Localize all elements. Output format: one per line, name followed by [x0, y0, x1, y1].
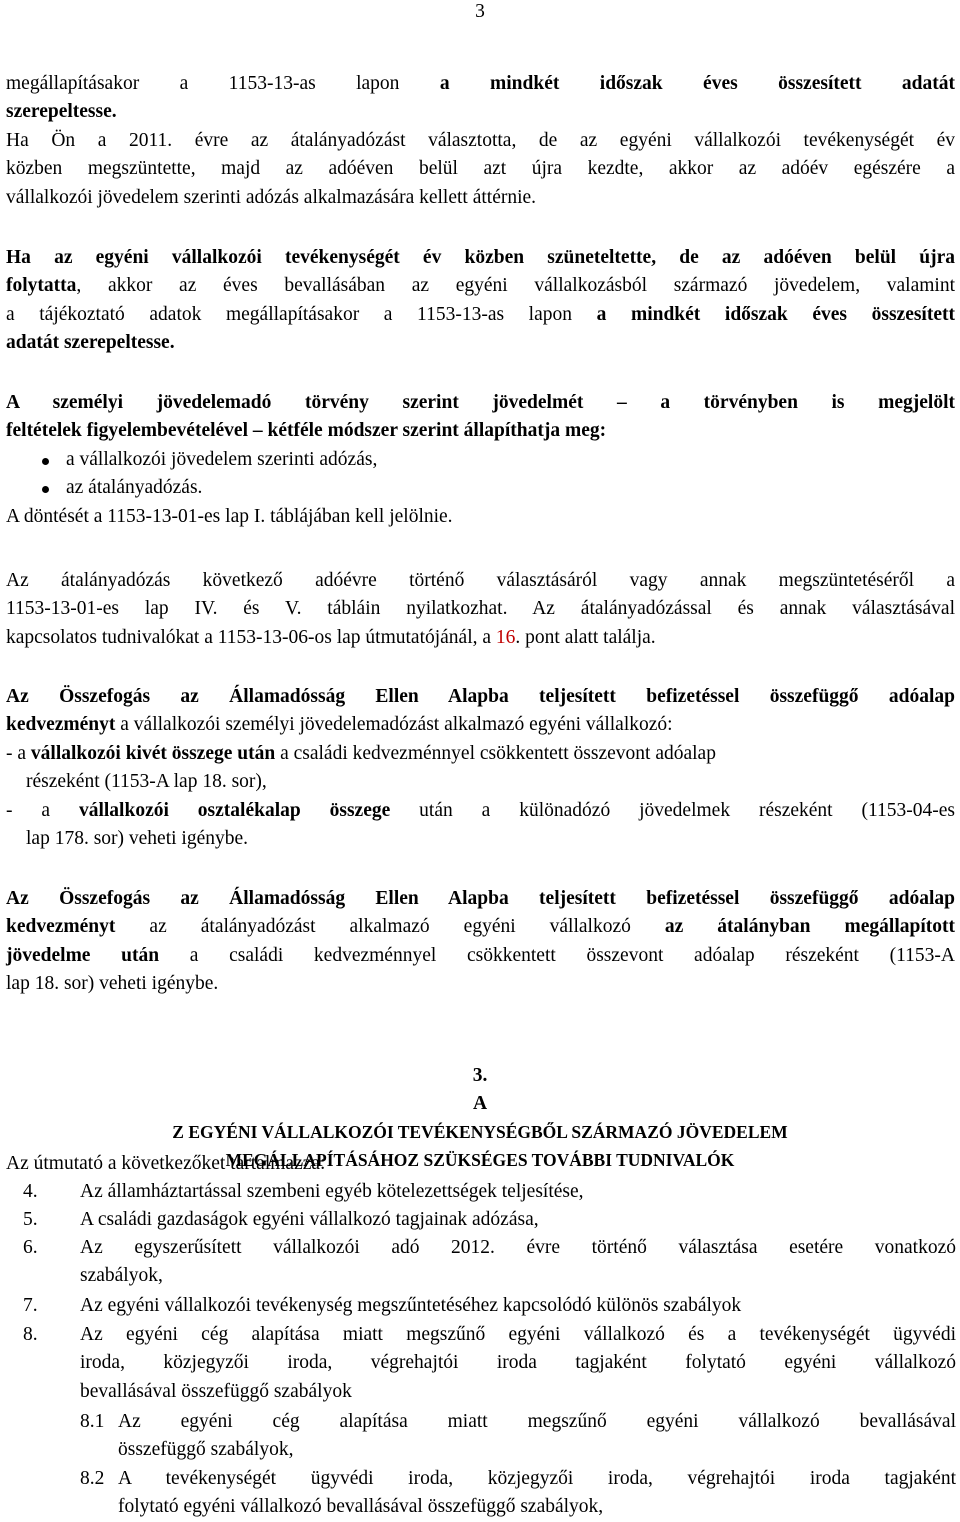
contents-intro: Az útmutató a következőket tartalmazza: — [6, 1153, 326, 1174]
page-number: 3 — [475, 1, 485, 22]
section-heading: 3. A Z EGYÉNI VÁLLALKOZÓI TEVÉKENYSÉGBŐL SZÁRMAZÓ JÖVEDELEM MEGÁLLAPÍTÁSÁHOZ SZÜKSÉGES TOVÁBBI TUDNIVALÓK — [172, 1065, 788, 1170]
document-page: 3 megállapításakor a 1153-13-as lapon a mindkét időszak éves összesített adatát szerepeltesse. Ha Ön a 2011. évre az átalányadózást választotta, de az egyéni vállalkozói tevékenységét év közben megszüntette, majd az adóéven belül azt újra kezdte, akkor az adóév egészére a vállalkozói jövedelem szerinti adózás alkalmazására kellett áttérnie. Ha az egyéni vállalkozói tevékenységét év közben szüneteltette, de az adóéven belül újra folytatta, akkor az éves bevallásában az egyéni vállalkozásból származó jövedelem, valamint a tájékoztató adatok megállapításakor a 1153-13-as lapon a mindkét időszak éves összesített adatát szerepeltesse. A személyi jövedelemadó törvény szerint jövedelmét – a törvényben is megjelölt feltételek figyelembevételével – kétféle módszer szerint állapíthatja meg: a vállalkozói jövedelem szerinti adózás, az átalányadózás. A döntését a 1153-13-01-es lap I. táblájában kell jelölnie. Az átalányadózás következő adóévre történő választásáról vagy annak megszüntetéséről a 1153-13-01-es lap IV. és V. tábláin nyilatkozhat. Az átalányadózással és annak választásával kapcsolatos tudnivalókat a 1153-13-06-os lap útmutatójánál, a 16. pont alatt találja. Az Összefogás az Államadósság Ellen Alapba teljesített befizetéssel összefüggő adóalap kedvezményt a vállalkozói személyi jövedelemadózást alkalmazó egyéni vállalkozó: - a vállalkozói kivét összege után a családi kedvezménnyel csökkentett összevont adóalap részeként (1153-A lap 18. sor), - a vállalkozói osztalékalap összege után a különadózó jövedelmek részeként (1153-04-es lap 178. sor) veheti igénybe. Az Összefogás az Államadósság Ellen Alapba teljesített befizetéssel összefüggő adóalap kedvezményt az átalányadózást alkalmazó egyéni vállalkozó az átalányban megállapított jövedelme után a családi kedvezménnyel csökkentett összevont adóalap részeként (1153-A lap 18. sor) veheti igénybe. 3. A Z EGYÉNI VÁLLALKOZÓI TEVÉKENYSÉGBŐL SZÁRMAZÓ JÖVEDELEM MEGÁLLAPÍTÁSÁHOZ SZÜKSÉGES TOVÁBBI TUDNIVALÓK Az útmutató a következőket tartalmazza: 4. Az államháztartással szembeni egyéb kötelezettségek teljesítése, 5. A családi gazdaságok egyéni vállalkozó tagjainak adózása, 6. Az egyszerűsített vállalkozói adó 2012. évre történő választása esetére vonatkozó szabályok, 7. Az egyéni vállalkozói tevékenység megszűntetéséhez kapcsolódó különös szabályok 8. Az egyéni cég alapítása miatt megszűnő egyéni vállalkozó és a tevékenységét ügyvédi iroda, közjegyzői iroda, végrehajtói iroda tagjaként folytató egyéni vállalkozó bevallásával összefüggő szabályok 8.1 Az egyéni cég alapítása miatt megszűnő egyéni vállalkozó bevallásával összefüggő szabályok, 8.2 A tevékenységét ügyvédi iroda, közjegyzői iroda, végrehajtói iroda tagjaként folytató egyéni vállalkozó bevallásával összefüggő szabályok, — [0, 0, 960, 1521]
bullet-icon — [42, 486, 49, 493]
paragraph-decision-note: A döntését a 1153-13-01-es lap I. táblájában kell jelölnie. — [6, 506, 453, 527]
bullet-icon — [42, 458, 49, 465]
paragraph-flat-rate-choice: Az átalányadózás következő adóévre történő választásáról vagy annak megszüntetéséről a 1153-13-01-es lap IV. és V. tábláin nyilatkozhat. Az átalányadózással és annak választásával kapcsolatos tudnivalókat a 1153-13-06-os lap útmutatójánál, a 16. pont alatt találja. — [6, 570, 955, 648]
paragraph-suspension: Ha az egyéni vállalkozói tevékenységét év közben szüneteltette, de az adóéven belül újra folytatta, akkor az éves bevallásában az egyéni vállalkozásból származó jövedelem, valamint a tájékoztató adatok megállapításakor a 1153-13-as lapon a mindkét időszak éves összesített adatát szerepeltesse. — [6, 247, 955, 354]
paragraph-debt-fund-flat-rate: Az Összefogás az Államadósság Ellen Alapba teljesített befizetéssel összefüggő adóalap kedvezményt az átalányadózást alkalmazó egyéni vállalkozó az átalányban megállapított jövedelme után a családi kedvezménnyel csökkentett összevont adóalap részeként (1153-A lap 18. sor) veheti igénybe. — [6, 888, 956, 995]
paragraph-taxation-methods: A személyi jövedelemadó törvény szerint jövedelmét – a törvényben is megjelölt feltételek figyelembevételével – kétféle módszer szerint állapíthatja meg: — [6, 392, 955, 442]
section-reference-link[interactable]: 16 — [495, 626, 516, 648]
paragraph-debt-fund-entrepreneur: Az Összefogás az Államadósság Ellen Alapba teljesített befizetéssel összefüggő adóalap kedvezményt a vállalkozói személyi jövedelemadózást alkalmazó egyéni vállalkozó: - a vállalkozói kivét összege után a családi kedvezménnyel csökkentett összevont adóalap részeként (1153-A lap 18. sor), - a vállalkozói osztalékalap összege után a különadózó jövedelmek részeként (1153-04-es lap 178. sor) veheti igénybe. — [6, 686, 955, 850]
paragraph-flat-rate-summary: megállapításakor a 1153-13-as lapon a mindkét időszak éves összesített adatát szerepeltesse. Ha Ön a 2011. évre az átalányadózást választotta, de az egyéni vállalkozói tevékenységét év közben megszüntette, majd az adóéven belül azt újra kezdte, akkor az adóév egészére a vállalkozói jövedelem szerinti adózás alkalmazására kellett áttérnie. — [6, 73, 955, 208]
